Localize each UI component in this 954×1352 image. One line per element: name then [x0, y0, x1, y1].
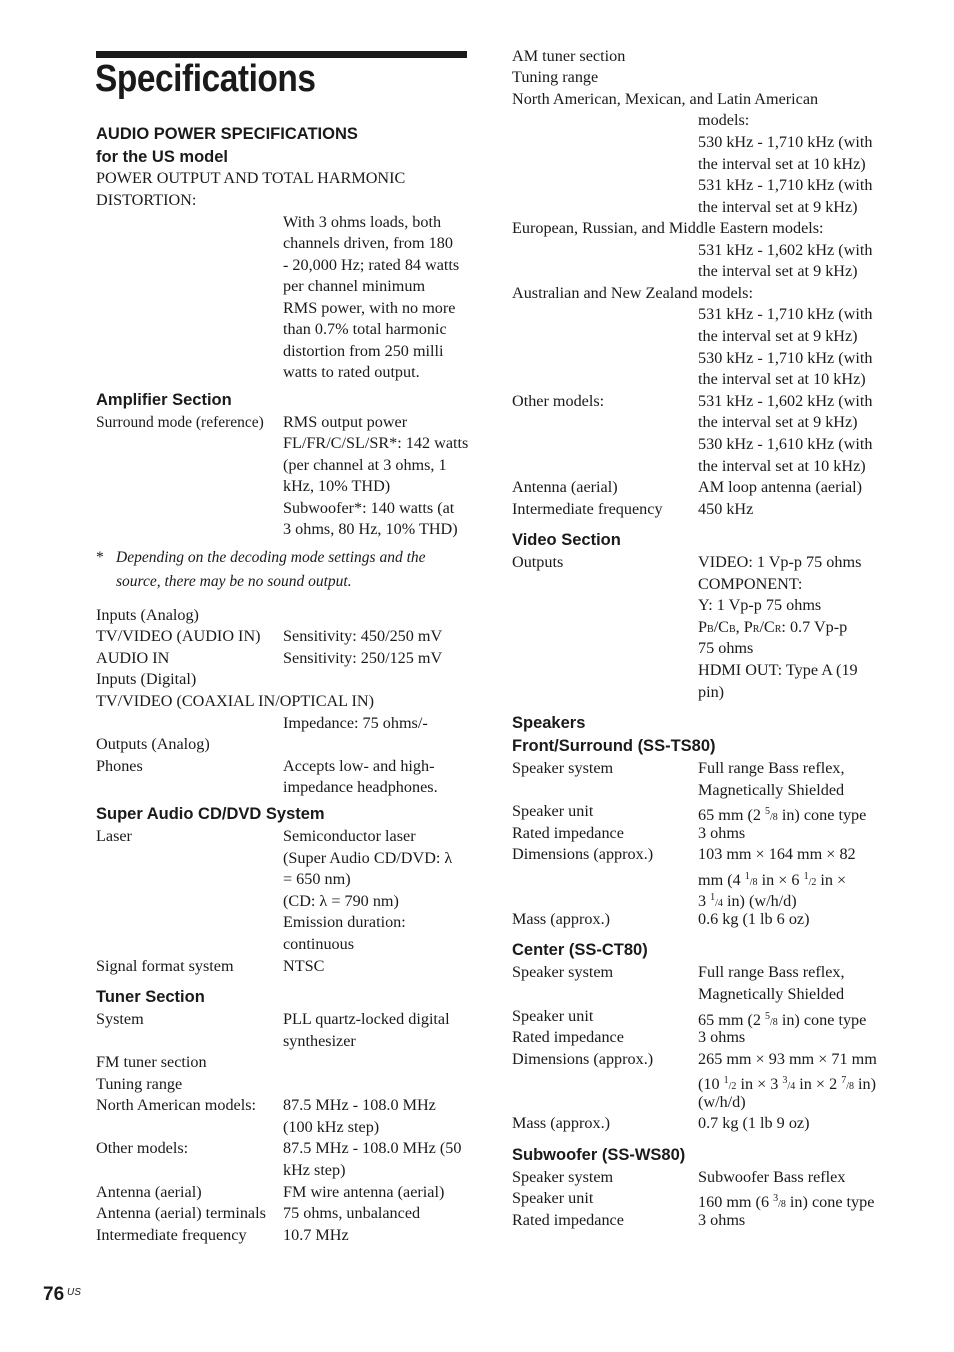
front-surround-heading: Front/Surround (SS-TS80) [512, 737, 716, 755]
spec-value: FM wire antenna (aerial) [283, 1183, 445, 1201]
spec-value: COMPONENT: [698, 575, 803, 593]
spec-value: With 3 ohms loads, both [283, 213, 442, 231]
footnote-text: Depending on the decoding mode settings and the [116, 549, 426, 566]
spec-value: the interval set at 9 kHz) [698, 262, 858, 280]
spec-value: RMS output power [283, 413, 408, 431]
spec-value: channels driven, from 180 [283, 234, 453, 252]
spec-value: Subwoofer*: 140 watts (at [283, 499, 455, 517]
spec-label: European, Russian, and Middle Eastern models: [512, 219, 824, 237]
spec-value: 531 kHz - 1,710 kHz (with [698, 305, 873, 323]
spec-value: the interval set at 9 kHz) [698, 198, 858, 216]
spec-value: 531 kHz - 1,710 kHz (with [698, 176, 873, 194]
spec-label: Phones [96, 757, 143, 775]
spec-label: Laser [96, 827, 132, 845]
spec-label: System [96, 1010, 144, 1028]
spec-label: Mass (approx.) [512, 1114, 611, 1132]
spec-value: 65 mm (2 $^5$/8 in) cone type [698, 1011, 867, 1029]
spec-value: Accepts low- and high- [283, 757, 435, 775]
spec-value: Impedance: 75 ohms/- [283, 714, 428, 732]
spec-value: synthesizer [283, 1032, 356, 1050]
spec-value: 530 kHz - 1,610 kHz (with [698, 435, 873, 453]
spec-value: 3 ohms [698, 1028, 746, 1046]
spec-label: Outputs (Analog) [96, 735, 210, 753]
spec-value: VIDEO: 1 Vp-p 75 ohms [698, 553, 862, 571]
spec-label: Speaker system [512, 759, 614, 777]
spec-value: 65 mm (2 $^5$/8 in) cone type [698, 806, 867, 824]
spec-value: pin) [698, 683, 725, 701]
spec-label: Tuning range [512, 68, 599, 86]
spec-label: Antenna (aerial) [512, 478, 618, 496]
spec-label: Rated impedance [512, 1028, 624, 1046]
spec-value: distortion from 250 milli [283, 342, 444, 360]
spec-label: AM tuner section [512, 47, 626, 65]
spec-value: than 0.7% total harmonic [283, 320, 447, 338]
spec-value: (10 $^1$/2 in × 3 $^3$/4 in × 2 $^7$/8 in) [698, 1075, 877, 1093]
spec-value: Sensitivity: 450/250 mV [283, 627, 443, 645]
spec-value: Magnetically Shielded [698, 985, 845, 1003]
spec-label: Speaker system [512, 963, 614, 981]
spec-value: 103 mm × 164 mm × 82 [698, 845, 856, 863]
audio-power-heading: AUDIO POWER SPECIFICATIONS [96, 125, 358, 143]
spec-value: 0.6 kg (1 lb 6 oz) [698, 910, 810, 928]
spec-value: 0.7 kg (1 lb 9 oz) [698, 1114, 810, 1132]
spec-value: = 650 nm) [283, 870, 351, 888]
footnote-text: source, there may be no sound output. [116, 573, 352, 590]
spec-value: FL/FR/C/SL/SR*: 142 watts [283, 434, 469, 452]
spec-label: North American models: [96, 1096, 257, 1114]
spec-label: Speaker system [512, 1168, 614, 1186]
spec-label: North American, Mexican, and Latin American [512, 90, 819, 108]
spec-value: mm (4 $^1$/8 in × 6 $^1$/2 in × [698, 871, 847, 889]
spec-label: Dimensions (approx.) [512, 1050, 654, 1068]
spec-value: AM loop antenna (aerial) [698, 478, 863, 496]
spec-value: 531 kHz - 1,602 kHz (with [698, 392, 873, 410]
spec-value: RMS power, with no more [283, 299, 456, 317]
spec-value: 531 kHz - 1,602 kHz (with [698, 241, 873, 259]
title-rule [96, 51, 467, 58]
spec-value: (Super Audio CD/DVD: λ [283, 849, 453, 867]
tuner-heading: Tuner Section [96, 988, 205, 1006]
spec-value: 3 ohms [698, 1211, 746, 1229]
spec-value: (CD: λ = 790 nm) [283, 892, 399, 910]
spec-label: Intermediate frequency [512, 500, 663, 518]
spec-value: kHz, 10% THD) [283, 477, 391, 495]
spec-label: Signal format system [96, 957, 234, 975]
spec-label: Outputs [512, 553, 564, 571]
pbpr-value: PB/CB, PR/CR: 0.7 Vp-p [698, 618, 848, 636]
spec-value: the interval set at 10 kHz) [698, 457, 866, 475]
spec-value: NTSC [283, 957, 325, 975]
spec-label: Intermediate frequency [96, 1226, 247, 1244]
speakers-heading: Speakers [512, 714, 586, 732]
spec-value: Y: 1 Vp-p 75 ohms [698, 596, 822, 614]
spec-label: Surround mode (reference) [96, 414, 264, 431]
spec-value: 87.5 MHz - 108.0 MHz [283, 1096, 436, 1114]
spec-label: TV/VIDEO (AUDIO IN) [96, 627, 261, 645]
video-heading: Video Section [512, 531, 621, 549]
spec-label: Speaker unit [512, 1189, 594, 1207]
sacd-heading: Super Audio CD/DVD System [96, 805, 325, 823]
spec-label: Rated impedance [512, 1211, 624, 1229]
spec-value: the interval set at 9 kHz) [698, 413, 858, 431]
spec-value: 3 $^1$/4 in) (w/h/d) [698, 892, 797, 910]
spec-value: 75 ohms [698, 639, 754, 657]
spec-value: 10.7 MHz [283, 1226, 349, 1244]
spec-value: 3 ohms, 80 Hz, 10% THD) [283, 520, 458, 538]
spec-value: Sensitivity: 250/125 mV [283, 649, 443, 667]
spec-label: Dimensions (approx.) [512, 845, 654, 863]
spec-value: 75 ohms, unbalanced [283, 1204, 421, 1222]
page-number-suffix: US [67, 1287, 81, 1298]
subwoofer-heading: Subwoofer (SS-WS80) [512, 1146, 686, 1164]
spec-value: 265 mm × 93 mm × 71 mm [698, 1050, 877, 1068]
spec-value: Semiconductor laser [283, 827, 416, 845]
spec-value: (per channel at 3 ohms, 1 [283, 456, 447, 474]
spec-value: Full range Bass reflex, [698, 963, 845, 981]
spec-value: 87.5 MHz - 108.0 MHz (50 [283, 1139, 462, 1157]
spec-label: TV/VIDEO (COAXIAL IN/OPTICAL IN) [96, 692, 374, 710]
spec-value: Full range Bass reflex, [698, 759, 845, 777]
spec-value: Magnetically Shielded [698, 781, 845, 799]
spec-label: Mass (approx.) [512, 910, 611, 928]
spec-value: kHz step) [283, 1161, 346, 1179]
spec-label: Other models: [96, 1139, 189, 1157]
spec-label: POWER OUTPUT AND TOTAL HARMONIC [96, 169, 406, 187]
spec-label: Speaker unit [512, 1007, 594, 1025]
spec-value: 530 kHz - 1,710 kHz (with [698, 133, 873, 151]
spec-value: HDMI OUT: Type A (19 [698, 661, 858, 679]
spec-label: Antenna (aerial) [96, 1183, 202, 1201]
spec-value: the interval set at 10 kHz) [698, 155, 866, 173]
spec-value: the interval set at 9 kHz) [698, 327, 858, 345]
spec-value: per channel minimum [283, 277, 426, 295]
spec-value: (w/h/d) [698, 1093, 746, 1111]
spec-value: Subwoofer Bass reflex [698, 1168, 846, 1186]
spec-value: watts to rated output. [283, 363, 420, 381]
spec-label: Rated impedance [512, 824, 624, 842]
spec-value: (100 kHz step) [283, 1118, 380, 1136]
spec-label: AUDIO IN [96, 649, 170, 667]
spec-value: 160 mm (6 $^3$/8 in) cone type [698, 1193, 875, 1211]
spec-value: 530 kHz - 1,710 kHz (with [698, 349, 873, 367]
spec-value: models: [698, 111, 750, 129]
spec-label: FM tuner section [96, 1053, 207, 1071]
spec-value: 450 kHz [698, 500, 754, 518]
spec-value: Emission duration: [283, 913, 406, 931]
footnote-mark: * [96, 549, 104, 566]
spec-value: - 20,000 Hz; rated 84 watts [283, 256, 460, 274]
spec-value: 3 ohms [698, 824, 746, 842]
spec-value: the interval set at 10 kHz) [698, 370, 866, 388]
spec-value: impedance headphones. [283, 778, 438, 796]
spec-label: Speaker unit [512, 802, 594, 820]
spec-label: Australian and New Zealand models: [512, 284, 753, 302]
spec-label: Other models: [512, 392, 605, 410]
spec-label: DISTORTION: [96, 191, 197, 209]
center-heading: Center (SS-CT80) [512, 941, 648, 959]
amplifier-heading: Amplifier Section [96, 391, 232, 409]
spec-label: Inputs (Digital) [96, 670, 197, 688]
page-title: Specifications [95, 58, 316, 100]
spec-label: Tuning range [96, 1075, 183, 1093]
spec-value: continuous [283, 935, 355, 953]
page-number: 76 [43, 1284, 65, 1305]
audio-power-subheading: for the US model [96, 148, 229, 166]
spec-label: Inputs (Analog) [96, 606, 199, 624]
spec-value: PLL quartz-locked digital [283, 1010, 450, 1028]
spec-label: Antenna (aerial) terminals [96, 1204, 266, 1222]
